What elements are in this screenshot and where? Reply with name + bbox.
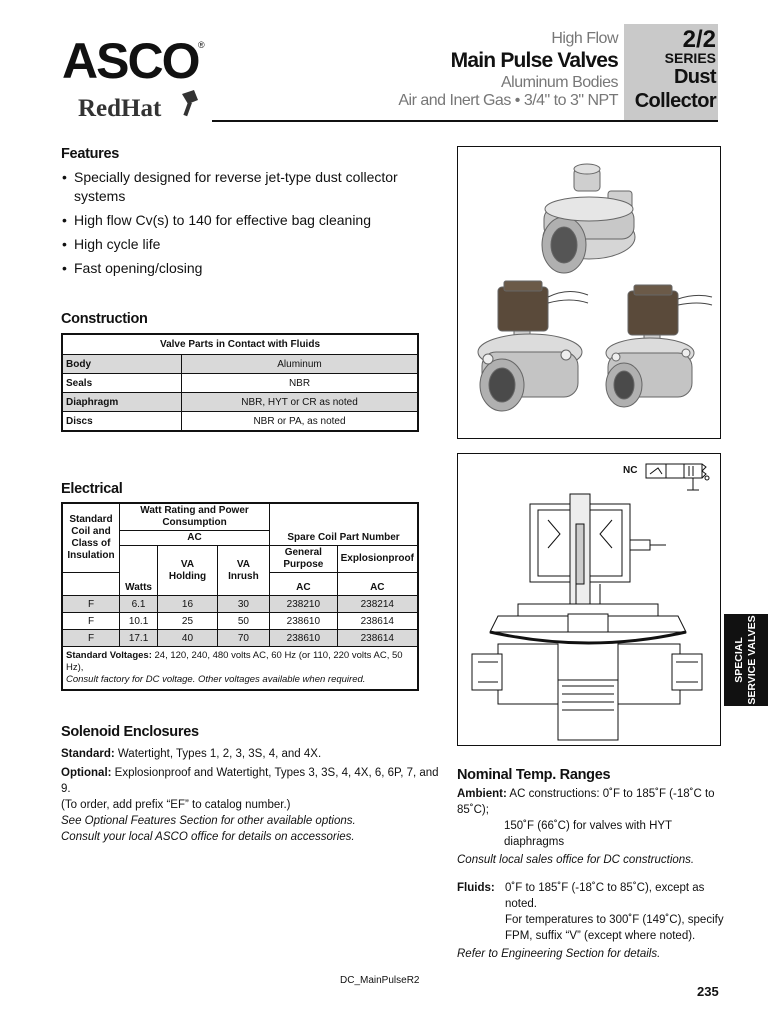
va-holding: 16 <box>158 596 218 613</box>
header-line3: Aluminum Bodies <box>501 74 618 91</box>
part-name: Seals <box>62 374 182 393</box>
feature-item: • Specially designed for reverse jet-type dust collector systems <box>62 168 402 206</box>
table-row <box>62 630 418 647</box>
feature-item: • Fast opening/closing <box>62 259 402 278</box>
enclosures-note-2: Consult your local ASCO office for details on accessories. <box>61 831 355 843</box>
enclosures-heading: Solenoid Enclosures <box>61 724 199 740</box>
construction-table-header: Valve Parts in Contact with Fluids <box>62 334 418 355</box>
ambient-text-1: AC constructions: 0˚F to 185˚F (-18˚C to 85˚C); <box>457 788 715 816</box>
coil-class: F <box>62 613 120 630</box>
series-name-1: Dust <box>673 66 716 88</box>
coil-class: F <box>62 596 120 613</box>
va-holding-header: VA Holding <box>158 546 218 596</box>
optional-text-2: (To order, add prefix “EF” to catalog number.) <box>61 799 291 811</box>
feature-item: • High cycle life <box>62 235 402 254</box>
table-row <box>62 596 418 613</box>
watts: 10.1 <box>120 613 158 630</box>
voltage-note-label: Standard Voltages: <box>66 650 152 661</box>
explosionproof-header: Explosionproof <box>337 546 418 573</box>
va-holding: 40 <box>158 630 218 647</box>
nc-label: NC <box>623 465 638 476</box>
watt-rating-header: Watt Rating and Power Consumption <box>120 503 270 531</box>
va-inrush: 50 <box>217 613 269 630</box>
ambient-label: Ambient: <box>457 788 507 800</box>
spare-coil-header: Spare Coil Part Number <box>270 503 418 546</box>
tab-line-2: SERVICE VALVES <box>746 615 758 705</box>
page-number: 235 <box>697 984 719 999</box>
enclosures-body <box>61 746 441 845</box>
features-list <box>62 168 402 283</box>
part-name: Discs <box>62 412 182 432</box>
part-name: Body <box>62 355 182 374</box>
fluids-label: Fluids: <box>457 882 495 894</box>
table-row <box>62 393 418 412</box>
voltage-note-text: 24, 120, 240, 480 volts AC, 60 Hz (or 110, 220 volts AC, 50 Hz), <box>66 650 403 673</box>
ep-part-number: 238214 <box>337 596 418 613</box>
standard-label: Standard: <box>61 748 115 760</box>
ep-part-number: 238614 <box>337 630 418 647</box>
section-tab[interactable] <box>724 614 768 706</box>
gp-part-number: 238610 <box>270 630 338 647</box>
ambient-note: Consult local sales office for DC constructions. <box>457 854 695 866</box>
series-label: SERIES <box>664 50 716 66</box>
voltage-note-italic: Consult factory for DC voltage. Other voltages available when required. <box>66 674 366 685</box>
ep-ac-header: AC <box>337 573 418 596</box>
general-purpose-header: General Purpose <box>270 546 338 573</box>
cross-section-drawing <box>458 454 720 745</box>
electrical-heading: Electrical <box>61 481 123 497</box>
ambient-text-2: 150˚F (66˚C) for valves with HYT diaphragms <box>504 820 672 848</box>
tab-line-1: SPECIAL <box>733 637 745 683</box>
temp-body <box>457 786 727 962</box>
part-material: NBR or PA, as noted <box>182 412 419 432</box>
std-coil-header: Standard Coil and Class of Insulation <box>62 503 120 573</box>
header-line1: High Flow <box>551 30 618 47</box>
table-row <box>62 355 418 374</box>
gp-ac-header: AC <box>270 573 338 596</box>
svg-text:RedHat: RedHat <box>78 95 162 122</box>
part-name: Diaphragm <box>62 393 182 412</box>
asco-logo <box>62 34 212 86</box>
header-line4: Air and Inert Gas • 3/4" to 3" NPT <box>398 92 618 109</box>
redhat-logo <box>78 88 208 122</box>
fluids-text-3: FPM, suffix “V” (except where noted). <box>505 930 696 942</box>
feature-item: • High flow Cv(s) to 140 for effective bag cleaning <box>62 211 402 230</box>
watts: 17.1 <box>120 630 158 647</box>
document-code: DC_MainPulseR2 <box>340 975 420 986</box>
fluids-note: Refer to Engineering Section for details. <box>457 948 661 960</box>
ep-part-number: 238614 <box>337 613 418 630</box>
construction-table <box>61 333 419 432</box>
gp-part-number: 238610 <box>270 613 338 630</box>
svg-text:®: ® <box>198 40 205 50</box>
watts-header: Watts <box>120 546 158 596</box>
valve-photo <box>457 146 721 439</box>
fluids-text-1: 0˚F to 185˚F (-18˚C to 85˚C), except as noted. <box>505 882 705 910</box>
table-row <box>62 412 418 432</box>
valve-cross-section-diagram <box>457 453 721 746</box>
enclosures-note-1: See Optional Features Section for other available options. <box>61 815 356 827</box>
series-number: 2/2 <box>682 26 716 53</box>
svg-text:ASCO: ASCO <box>62 34 199 86</box>
temp-heading: Nominal Temp. Ranges <box>457 767 611 783</box>
ac-header: AC <box>120 531 270 546</box>
construction-heading: Construction <box>61 311 148 327</box>
electrical-table <box>61 502 419 691</box>
page-title: Main Pulse Valves <box>450 49 618 72</box>
table-row <box>62 374 418 393</box>
optional-text: Explosionproof and Watertight, Types 3, 3S, 4, 4X, 6, 6P, 7, and 9. <box>61 767 439 795</box>
standard-text: Watertight, Types 1, 2, 3, 3S, 4, and 4X. <box>114 748 322 760</box>
va-inrush: 30 <box>217 596 269 613</box>
part-material: NBR <box>182 374 419 393</box>
va-inrush-header: VA Inrush <box>217 546 269 596</box>
table-row <box>62 613 418 630</box>
va-holding: 25 <box>158 613 218 630</box>
optional-label: Optional: <box>61 767 112 779</box>
header-rule <box>212 120 718 122</box>
part-material: Aluminum <box>182 355 419 374</box>
gp-part-number: 238210 <box>270 596 338 613</box>
voltage-note <box>62 647 418 691</box>
va-inrush: 70 <box>217 630 269 647</box>
watts: 6.1 <box>120 596 158 613</box>
part-material: NBR, HYT or CR as noted <box>182 393 419 412</box>
coil-class: F <box>62 630 120 647</box>
fluids-text-2: For temperatures to 300˚F (149˚C), specify <box>505 914 724 926</box>
series-name-2: Collector <box>634 90 716 112</box>
features-heading: Features <box>61 146 120 162</box>
